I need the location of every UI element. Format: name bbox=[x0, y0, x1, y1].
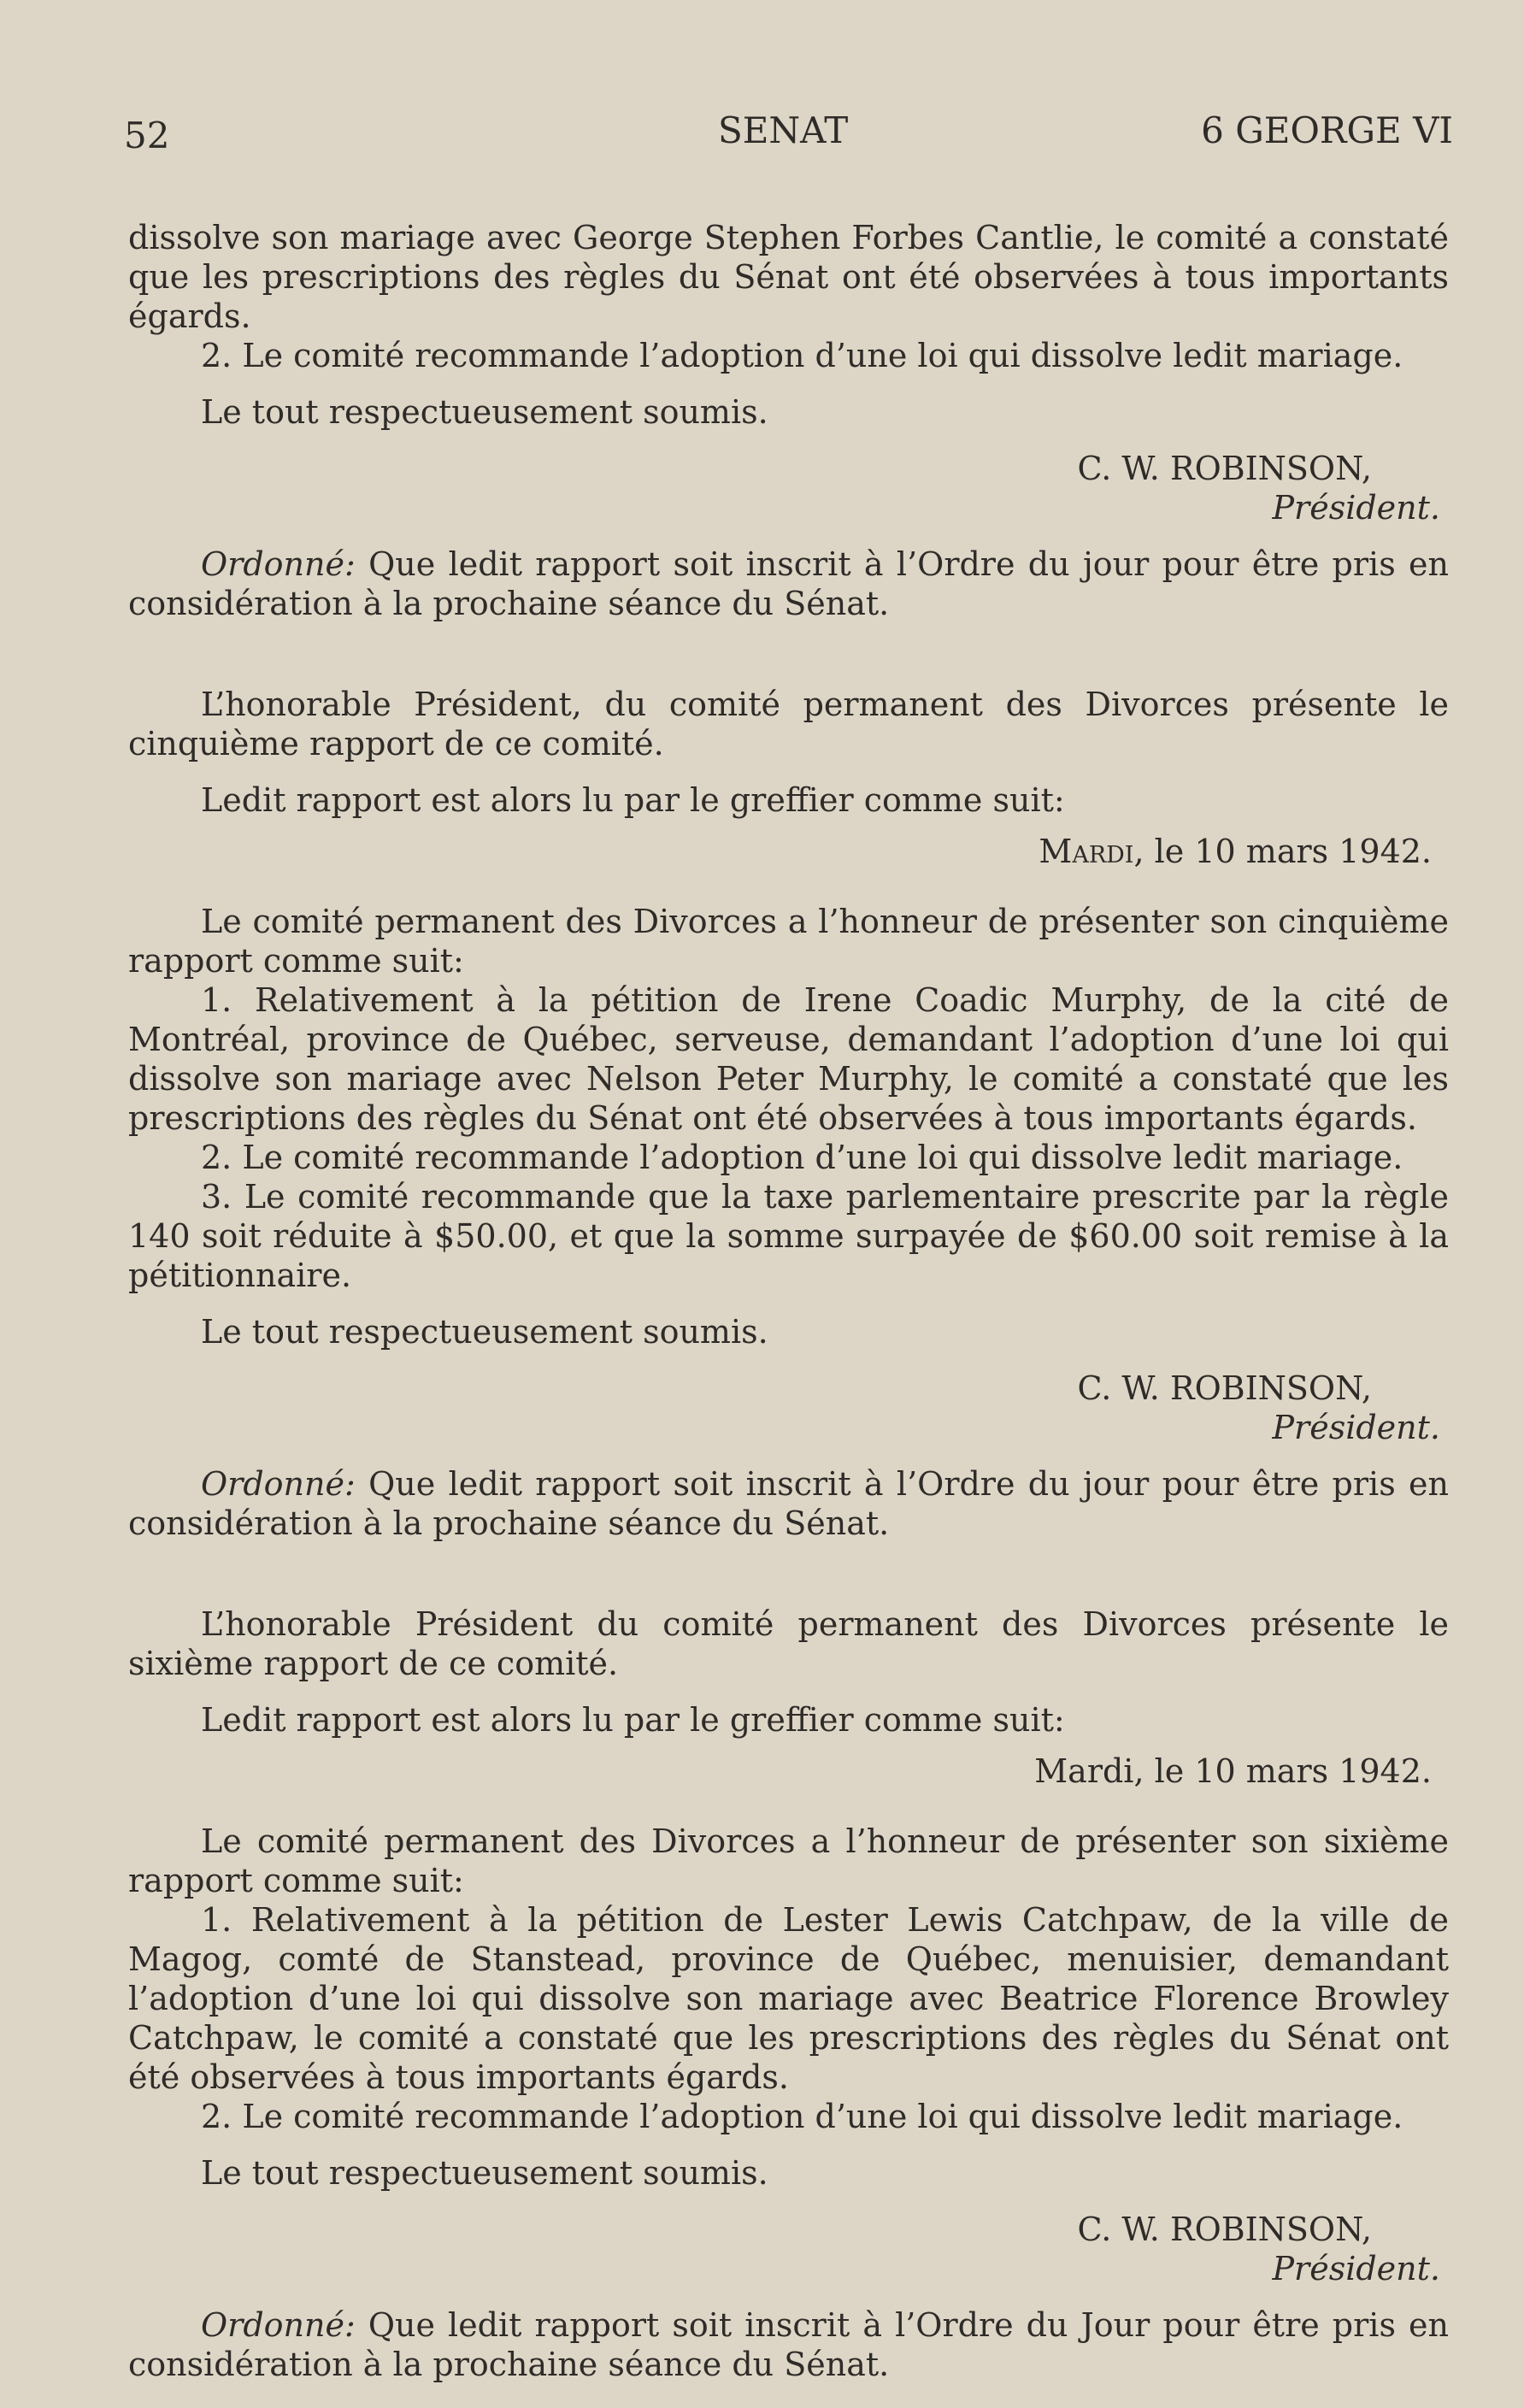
page-body bbox=[128, 218, 1449, 2384]
report-5 bbox=[128, 685, 1449, 1543]
report-4-continuation bbox=[128, 218, 1449, 623]
report-5-order bbox=[128, 1464, 1449, 1543]
order-text: Que ledit rapport soit inscrit à l’Ordre du Jour pour être pris en considération à la prochaine séance du Sénat. bbox=[128, 2306, 1449, 2383]
report-5-read: Ledit rapport est alors lu par le greffier comme suit: bbox=[201, 781, 1065, 819]
report-4-signature-title: Président. bbox=[1272, 489, 1440, 527]
report-6-order bbox=[128, 2305, 1449, 2384]
report-5-date-day: Mardi, bbox=[1039, 833, 1144, 870]
report-5-signature-name: C. W. ROBINSON, bbox=[1077, 1369, 1372, 1407]
order-text: Que ledit rapport soit inscrit à l’Ordre du jour pour être pris en considération à la prochaine séance du Sénat. bbox=[128, 545, 1449, 622]
report-5-intro: L’honorable Président, du comité permanent des Divorces présente le cinquième rapport de ce comité. bbox=[128, 686, 1449, 762]
report-5-lead: Le comité permanent des Divorces a l’honneur de présenter son cinquième rapport comme suit: bbox=[128, 903, 1449, 980]
report-6-lead: Le comité permanent des Divorces a l’honneur de présenter son sixième rapport comme suit: bbox=[128, 1822, 1449, 1899]
order-label: Ordonné: bbox=[201, 545, 356, 583]
report-5-date-rest: le 10 mars 1942. bbox=[1144, 833, 1432, 870]
continuation-paragraph: dissolve son mariage avec George Stephen Forbes Cantlie, le comité a constaté que les prescriptions des règles du Sénat ont été observées à tous importants égards. bbox=[128, 219, 1449, 335]
page-header bbox=[124, 103, 1453, 154]
report-6-date: Mardi, le 10 mars 1942. bbox=[1034, 1752, 1432, 1790]
report-6-item-2: 2. Le comité recommande l’adoption d’une loi qui dissolve ledit mariage. bbox=[201, 2098, 1403, 2135]
report-4-order bbox=[128, 545, 1449, 623]
report-6-signature-name: C. W. ROBINSON, bbox=[1077, 2211, 1372, 2248]
order-label: Ordonné: bbox=[201, 2306, 356, 2344]
report-6-read: Ledit rapport est alors lu par le greffier comme suit: bbox=[201, 1701, 1065, 1739]
report-4-closing: Le tout respectueusement soumis. bbox=[201, 393, 768, 431]
running-title: SENAT bbox=[718, 109, 849, 151]
order-text: Que ledit rapport soit inscrit à l’Ordre du jour pour être pris en considération à la prochaine séance du Sénat. bbox=[128, 1465, 1449, 1542]
report-5-item-2: 2. Le comité recommande l’adoption d’une loi qui dissolve ledit mariage. bbox=[201, 1139, 1403, 1176]
report-6-item-1: 1. Relativement à la pétition de Lester Lewis Catchpaw, de la ville de Magog, comté de Stanstead, province de Québec, menuisier, demandant l’adoption d’une loi qui dissolve son mariage avec Beatrice Florence Browley Catchpaw, le comité a constaté que les prescriptions des règles du Sénat ont été observées à tous importants égards. bbox=[128, 1901, 1449, 2096]
report-6 bbox=[128, 1604, 1449, 2384]
report-5-item-3: 3. Le comité recommande que la taxe parlementaire prescrite par la règle 140 soit réduite à $50.00, et que la somme surpayée de $60.00 soit remise à la pétitionnaire. bbox=[128, 1178, 1449, 1294]
report-4-item-2: 2. Le comité recommande l’adoption d’une loi qui dissolve ledit mariage. bbox=[201, 337, 1403, 374]
report-6-intro: L’honorable Président du comité permanent des Divorces présente le sixième rapport de ce comité. bbox=[128, 1605, 1449, 1682]
regnal-year: 6 GEORGE VI bbox=[1201, 109, 1453, 151]
report-6-closing: Le tout respectueusement soumis. bbox=[201, 2154, 768, 2192]
report-5-item-1: 1. Relativement à la pétition de Irene Coadic Murphy, de la cité de Montréal, province de Québec, serveuse, demandant l’adoption d’une loi qui dissolve son mariage avec Nelson Peter Murphy, le comité a constaté que les prescriptions des règles du Sénat ont été observées à tous importants égards. bbox=[128, 981, 1449, 1137]
report-4-signature-name: C. W. ROBINSON, bbox=[1077, 450, 1372, 487]
report-5-signature-title: Président. bbox=[1272, 1409, 1440, 1446]
order-label: Ordonné: bbox=[201, 1465, 356, 1503]
page-number: 52 bbox=[124, 115, 170, 156]
report-6-signature-title: Président. bbox=[1272, 2250, 1440, 2287]
report-5-date bbox=[128, 832, 1449, 871]
report-5-closing: Le tout respectueusement soumis. bbox=[201, 1313, 768, 1351]
